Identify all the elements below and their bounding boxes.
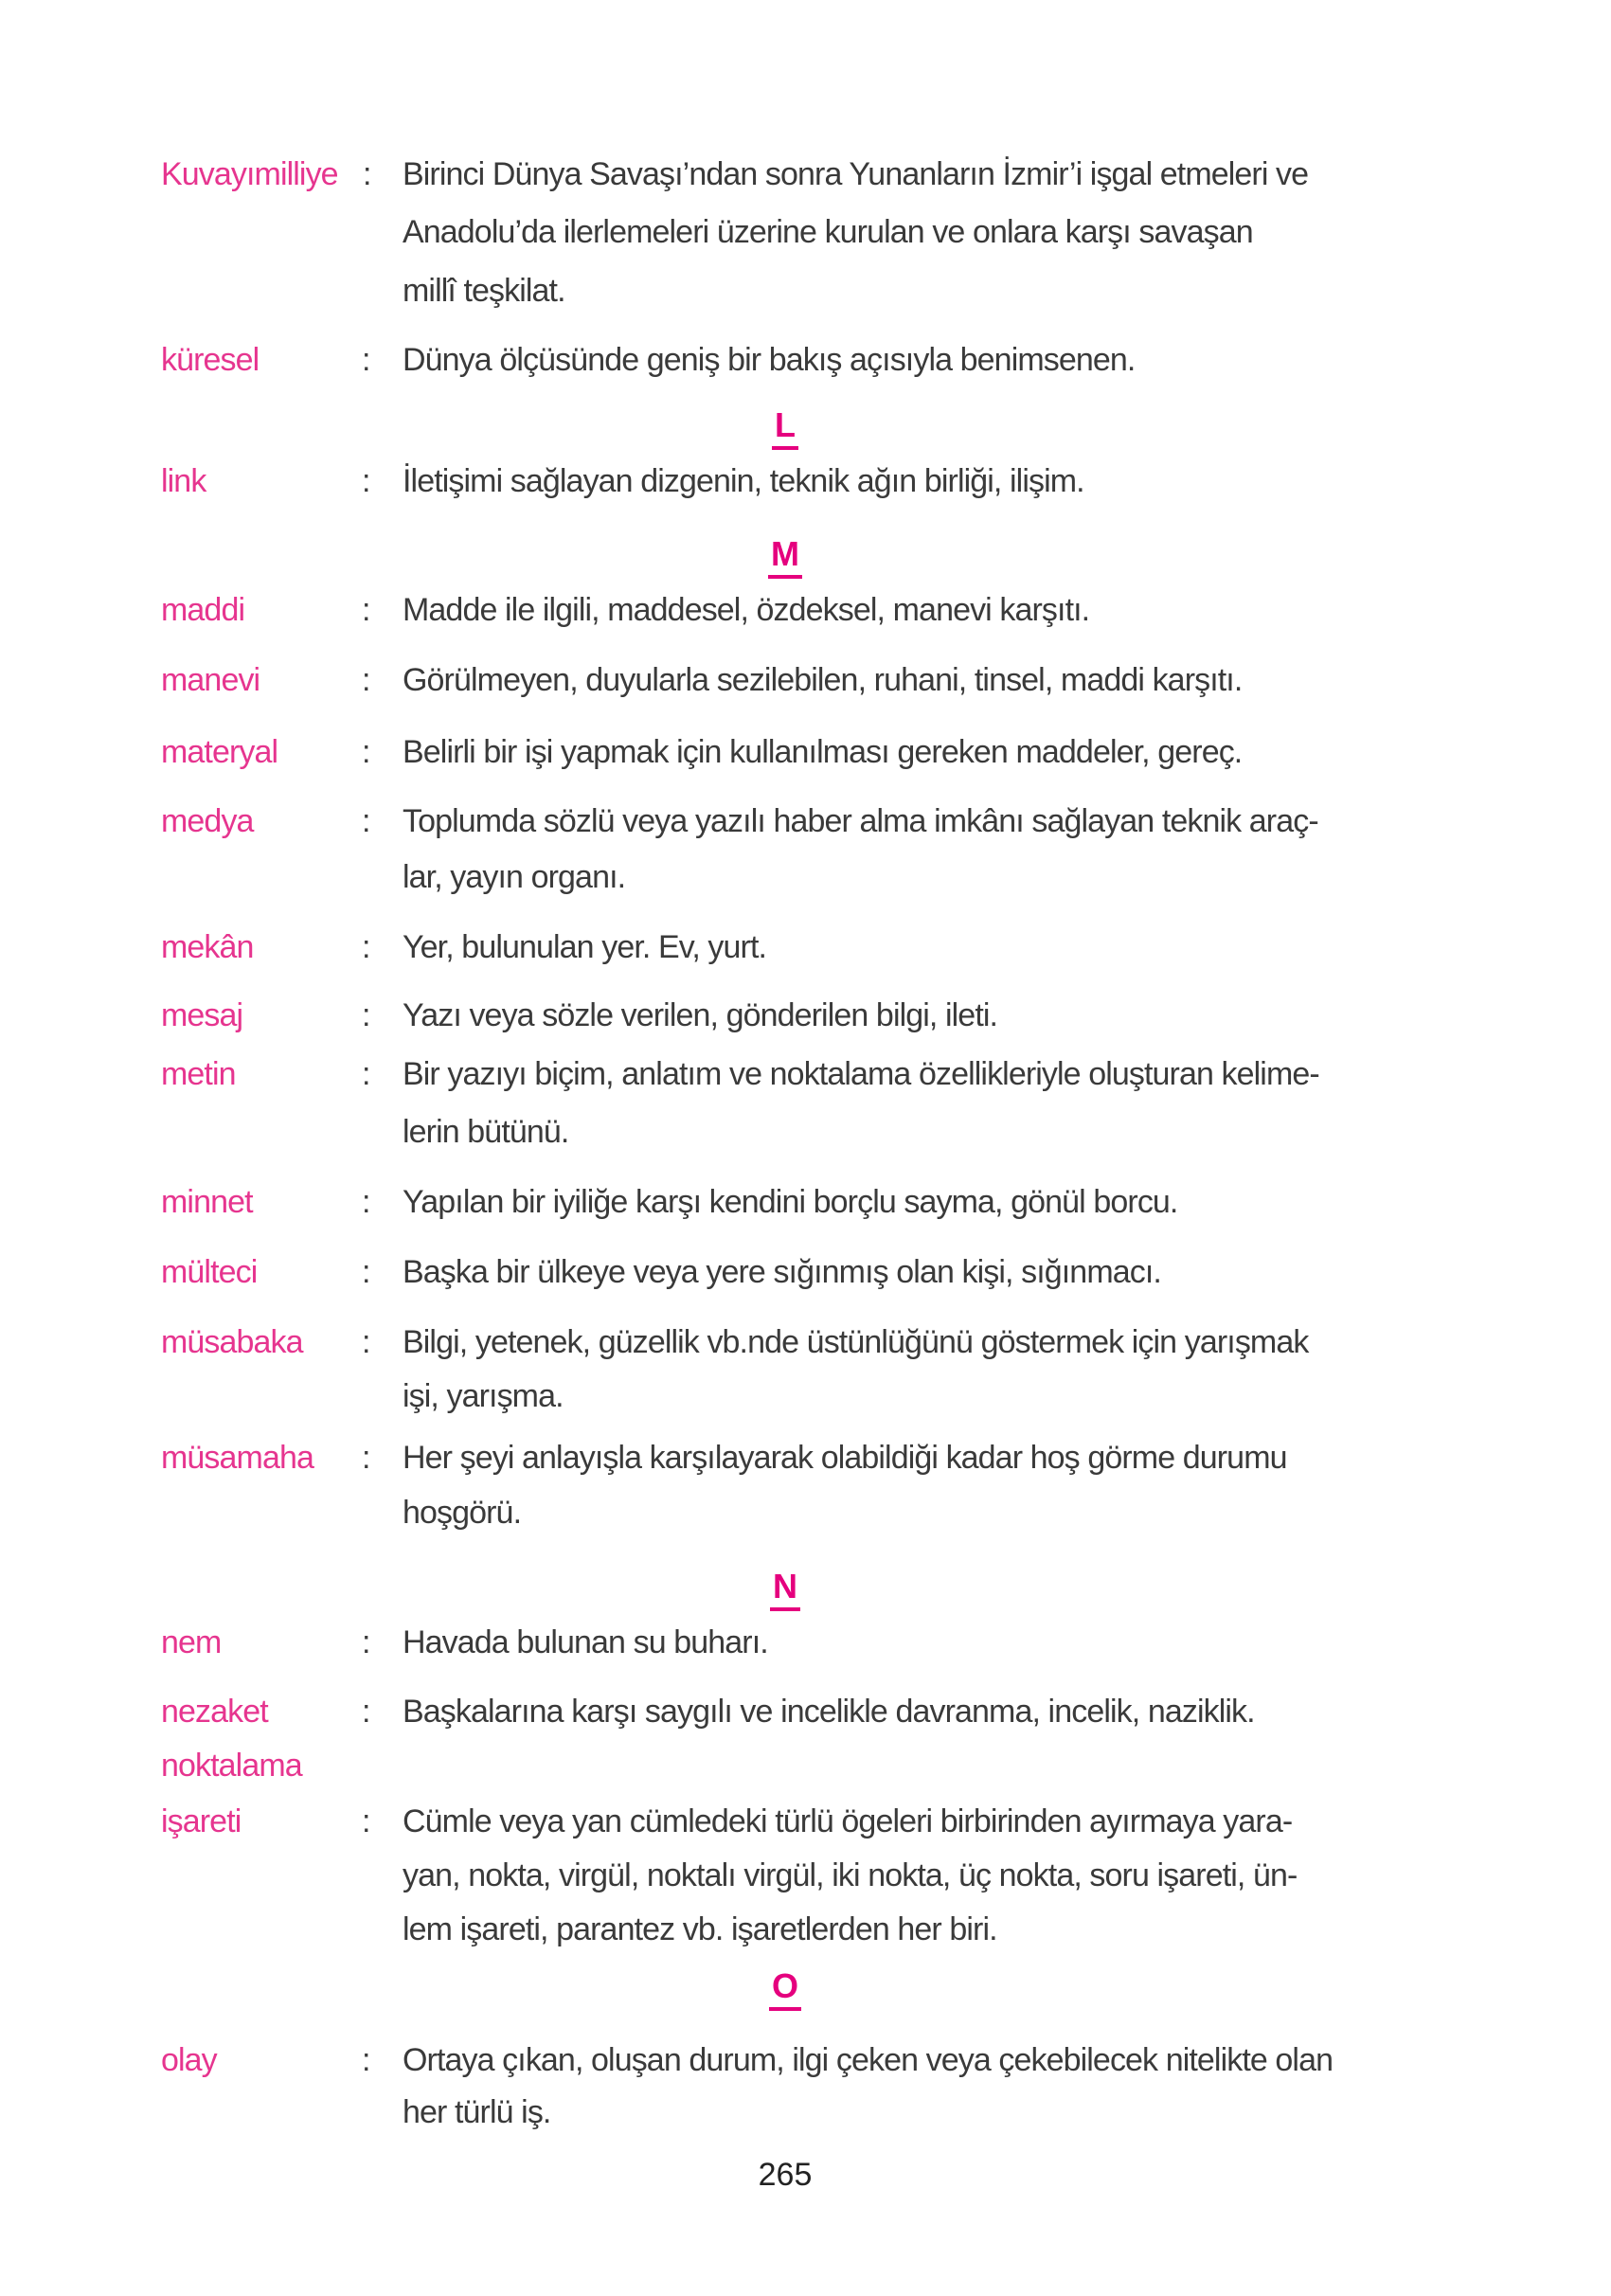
term-colon: : xyxy=(362,929,370,965)
glossary-term: materyal xyxy=(161,734,278,770)
glossary-term: müsamaha xyxy=(161,1440,313,1476)
definition-line: hoşgörü. xyxy=(403,1495,522,1531)
glossary-term: mesaj xyxy=(161,997,243,1033)
definition-line: Cümle veya yan cümledeki türlü ögeleri birbirinden ayırmaya yara- xyxy=(403,1803,1293,1839)
definition-line: lerin bütünü. xyxy=(403,1114,569,1150)
term-colon: : xyxy=(362,2042,370,2078)
definition-line: Her şeyi anlayışla karşılayarak olabildiği kadar hoş görme durumu xyxy=(403,1440,1287,1476)
definition-line: Ortaya çıkan, oluşan durum, ilgi çeken veya çekebilecek nitelikte olan xyxy=(403,2042,1334,2078)
glossary-term: küresel xyxy=(161,342,260,378)
definition-line: Madde ile ilgili, maddesel, özdeksel, manevi karşıtı. xyxy=(403,592,1090,628)
definition-line: lar, yayın organı. xyxy=(403,859,626,895)
definition-line: işi, yarışma. xyxy=(403,1378,564,1414)
term-colon: : xyxy=(362,1254,370,1290)
definition-line: Havada bulunan su buharı. xyxy=(403,1624,768,1660)
definition-line: Yer, bulunulan yer. Ev, yurt. xyxy=(403,929,767,965)
glossary-term: manevi xyxy=(161,662,260,698)
glossary-term: metin xyxy=(161,1056,236,1092)
glossary-term: mülteci xyxy=(161,1254,258,1290)
glossary-term: olay xyxy=(161,2042,217,2078)
definition-line: Bir yazıyı biçim, anlatım ve noktalama özellikleriyle oluşturan kelime- xyxy=(403,1056,1319,1092)
term-colon: : xyxy=(362,1056,370,1092)
term-colon: : xyxy=(362,1803,370,1839)
definition-line: İletişimi sağlayan dizgenin, teknik ağın birliği, ilişim. xyxy=(403,463,1084,499)
term-colon: : xyxy=(362,592,370,628)
term-colon: : xyxy=(363,156,371,192)
definition-line: millî teşkilat. xyxy=(403,273,565,309)
section-letter: M xyxy=(768,535,802,579)
definition-line: Anadolu’da ilerlemeleri üzerine kurulan ve onlara karşı savaşan xyxy=(403,214,1253,250)
glossary-term: nezaket xyxy=(161,1694,268,1730)
glossary-term: Kuvayımilliye xyxy=(161,156,338,192)
term-colon: : xyxy=(362,1440,370,1476)
glossary-term: işareti xyxy=(161,1803,242,1839)
definition-line: Yazı veya sözle verilen, gönderilen bilgi, ileti. xyxy=(403,997,998,1033)
glossary-term: maddi xyxy=(161,592,245,628)
term-colon: : xyxy=(362,1624,370,1660)
definition-line: Görülmeyen, duyularla sezilebilen, ruhani, tinsel, maddi karşıtı. xyxy=(403,662,1243,698)
definition-line: Başka bir ülkeye veya yere sığınmış olan kişi, sığınmacı. xyxy=(403,1254,1161,1290)
term-colon: : xyxy=(362,1694,370,1730)
section-letter-header xyxy=(0,406,1570,450)
glossary-term: medya xyxy=(161,803,254,839)
glossary-term: mekân xyxy=(161,929,254,965)
section-letter-header xyxy=(0,535,1570,579)
definition-line: lem işareti, parantez vb. işaretlerden her biri. xyxy=(403,1911,997,1947)
term-colon: : xyxy=(362,342,370,378)
term-colon: : xyxy=(362,803,370,839)
term-colon: : xyxy=(362,997,370,1033)
term-colon: : xyxy=(362,1184,370,1220)
definition-line: her türlü iş. xyxy=(403,2094,551,2130)
glossary-term: noktalama xyxy=(161,1748,302,1784)
section-letter-header xyxy=(0,1568,1570,1611)
definition-line: Toplumda sözlü veya yazılı haber alma imkânı sağlayan teknik araç- xyxy=(403,803,1318,839)
term-colon: : xyxy=(362,1324,370,1360)
glossary-term: nem xyxy=(161,1624,222,1660)
section-letter-header xyxy=(0,1967,1570,2011)
definition-line: Bilgi, yetenek, güzellik vb.nde üstünlüğünü göstermek için yarışmak xyxy=(403,1324,1309,1360)
section-letter: N xyxy=(770,1568,800,1611)
term-colon: : xyxy=(362,463,370,499)
section-letter: O xyxy=(769,1967,801,2011)
definition-line: Dünya ölçüsünde geniş bir bakış açısıyla benimsenen. xyxy=(403,342,1136,378)
page-number: 265 xyxy=(758,2157,813,2193)
section-letter: L xyxy=(772,406,798,450)
term-colon: : xyxy=(362,662,370,698)
glossary-term: minnet xyxy=(161,1184,253,1220)
definition-line: yan, nokta, virgül, noktalı virgül, iki nokta, üç nokta, soru işareti, ün- xyxy=(403,1857,1298,1893)
definition-line: Birinci Dünya Savaşı’ndan sonra Yunanların İzmir’i işgal etmeleri ve xyxy=(403,156,1309,192)
glossary-term: link xyxy=(161,463,206,499)
definition-line: Yapılan bir iyiliğe karşı kendini borçlu sayma, gönül borcu. xyxy=(403,1184,1178,1220)
glossary-term: müsabaka xyxy=(161,1324,303,1360)
definition-line: Başkalarına karşı saygılı ve incelikle davranma, incelik, naziklik. xyxy=(403,1694,1255,1730)
term-colon: : xyxy=(362,734,370,770)
definition-line: Belirli bir işi yapmak için kullanılması gereken maddeler, gereç. xyxy=(403,734,1243,770)
